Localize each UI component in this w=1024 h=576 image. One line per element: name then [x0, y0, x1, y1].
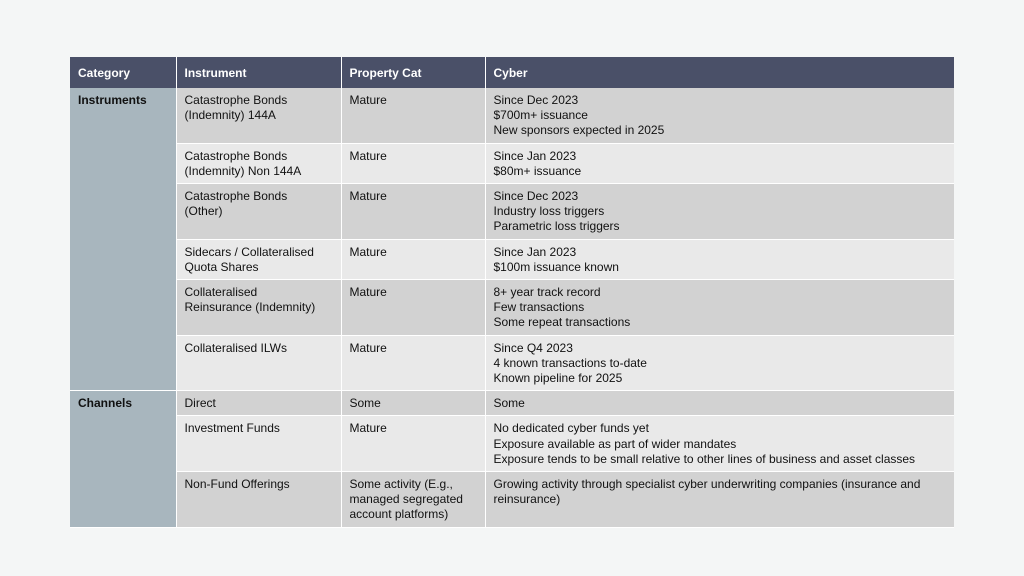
cell-line: Catastrophe Bonds [184, 148, 288, 163]
cell-line: Some repeat transactions [493, 315, 631, 330]
cell-line: Catastrophe Bonds [184, 93, 288, 107]
cyber-cell [485, 88, 954, 143]
cell-line: Growing activity through specialist cyber underwriting companies (insurance and reinsurance) [493, 477, 921, 507]
cell-line: Exposure tends to be small relative to other lines of business and asset classes [493, 451, 916, 466]
cell-line: Known pipeline for 2025 [493, 371, 623, 386]
cyber-cell [485, 391, 954, 416]
header-category: Category [70, 57, 176, 88]
instrument-cell [176, 472, 341, 528]
cell-line: Some [493, 396, 525, 411]
property-cat-cell [341, 88, 485, 143]
instrument-cell [176, 184, 341, 240]
property-cat-cell [341, 416, 485, 472]
property-cat-cell [341, 143, 485, 183]
instrument-cell [176, 335, 341, 391]
header-cyber: Cyber [485, 57, 954, 88]
cyber-cell [485, 143, 954, 183]
instrument-cell [176, 143, 341, 183]
cell-line: Catastrophe Bonds [184, 189, 288, 204]
cell-line: Mature [349, 148, 387, 163]
cell-line: account platforms) [349, 507, 449, 522]
cell-line: Direct [184, 396, 216, 411]
cyber-cell [485, 239, 954, 279]
cell-line: Mature [349, 285, 387, 300]
cell-line: Industry loss triggers [493, 204, 605, 219]
cell-line: Reinsurance (Indemnity) [184, 300, 316, 315]
cell-line: Mature [349, 244, 387, 259]
property-cat-cell [341, 184, 485, 240]
cell-line: Mature [349, 189, 387, 204]
cell-line: Mature [349, 421, 387, 436]
cell-line: Since Dec 2023 [493, 189, 579, 204]
header-instrument: Instrument [176, 57, 341, 88]
cell-line: Some [349, 396, 381, 411]
property-cat-cell [341, 472, 485, 528]
cell-line: Mature [349, 340, 387, 355]
cell-line: Since Dec 2023 [493, 93, 579, 107]
cell-line: Quota Shares [184, 259, 259, 274]
property-cat-cell [341, 280, 485, 336]
market-comparison-table [70, 57, 954, 528]
cyber-cell [485, 472, 954, 528]
instrument-cell [176, 239, 341, 279]
cell-line: $700m+ issuance [493, 108, 588, 123]
table-row [70, 335, 954, 391]
header-property-cat: Property Cat [341, 57, 485, 88]
cell-line: Since Q4 2023 [493, 340, 573, 355]
cell-line: Few transactions [493, 300, 585, 315]
cyber-cell [485, 184, 954, 240]
cell-line: managed segregated [349, 492, 463, 507]
table-row [70, 143, 954, 183]
cell-line: Since Jan 2023 [493, 244, 577, 259]
cell-line: Exposure available as part of wider mandates [493, 436, 737, 451]
cell-line: (Indemnity) 144A [184, 108, 276, 123]
header-row [70, 57, 954, 88]
cell-line: New sponsors expected in 2025 [493, 123, 665, 138]
cell-line: Investment Funds [184, 421, 280, 436]
cell-line: $100m issuance known [493, 259, 619, 274]
cell-line: Parametric loss triggers [493, 219, 620, 234]
cell-line: Some activity (E.g., [349, 477, 453, 492]
table-row [70, 472, 954, 528]
table-row [70, 184, 954, 240]
cell-line: Mature [349, 93, 387, 107]
table-row [70, 239, 954, 279]
table-row [70, 280, 954, 336]
table-row [70, 416, 954, 472]
cell-line: (Indemnity) Non 144A [184, 163, 302, 178]
cell-line: 4 known transactions to-date [493, 355, 647, 370]
category-cell-channels: Channels [70, 391, 176, 527]
cell-line: Since Jan 2023 [493, 148, 577, 163]
cyber-cell [485, 335, 954, 391]
cyber-cell [485, 280, 954, 336]
cell-line: (Other) [184, 204, 223, 219]
instrument-cell [176, 391, 341, 416]
instrument-cell [176, 88, 341, 143]
cell-line: Collateralised ILWs [184, 340, 287, 355]
instrument-cell [176, 280, 341, 336]
property-cat-cell [341, 391, 485, 416]
cell-line: No dedicated cyber funds yet [493, 421, 649, 436]
table-row [70, 88, 954, 143]
cell-line: Non-Fund Offerings [184, 477, 290, 492]
cell-line: Sidecars / Collateralised [184, 244, 314, 259]
table-row [70, 391, 954, 416]
category-cell-instruments: Instruments [70, 88, 176, 391]
cell-line: $80m+ issuance [493, 163, 582, 178]
cell-line: Collateralised [184, 285, 258, 300]
property-cat-cell [341, 335, 485, 391]
cyber-cell [485, 416, 954, 472]
property-cat-cell [341, 239, 485, 279]
cell-line: 8+ year track record [493, 285, 601, 300]
instrument-cell [176, 416, 341, 472]
